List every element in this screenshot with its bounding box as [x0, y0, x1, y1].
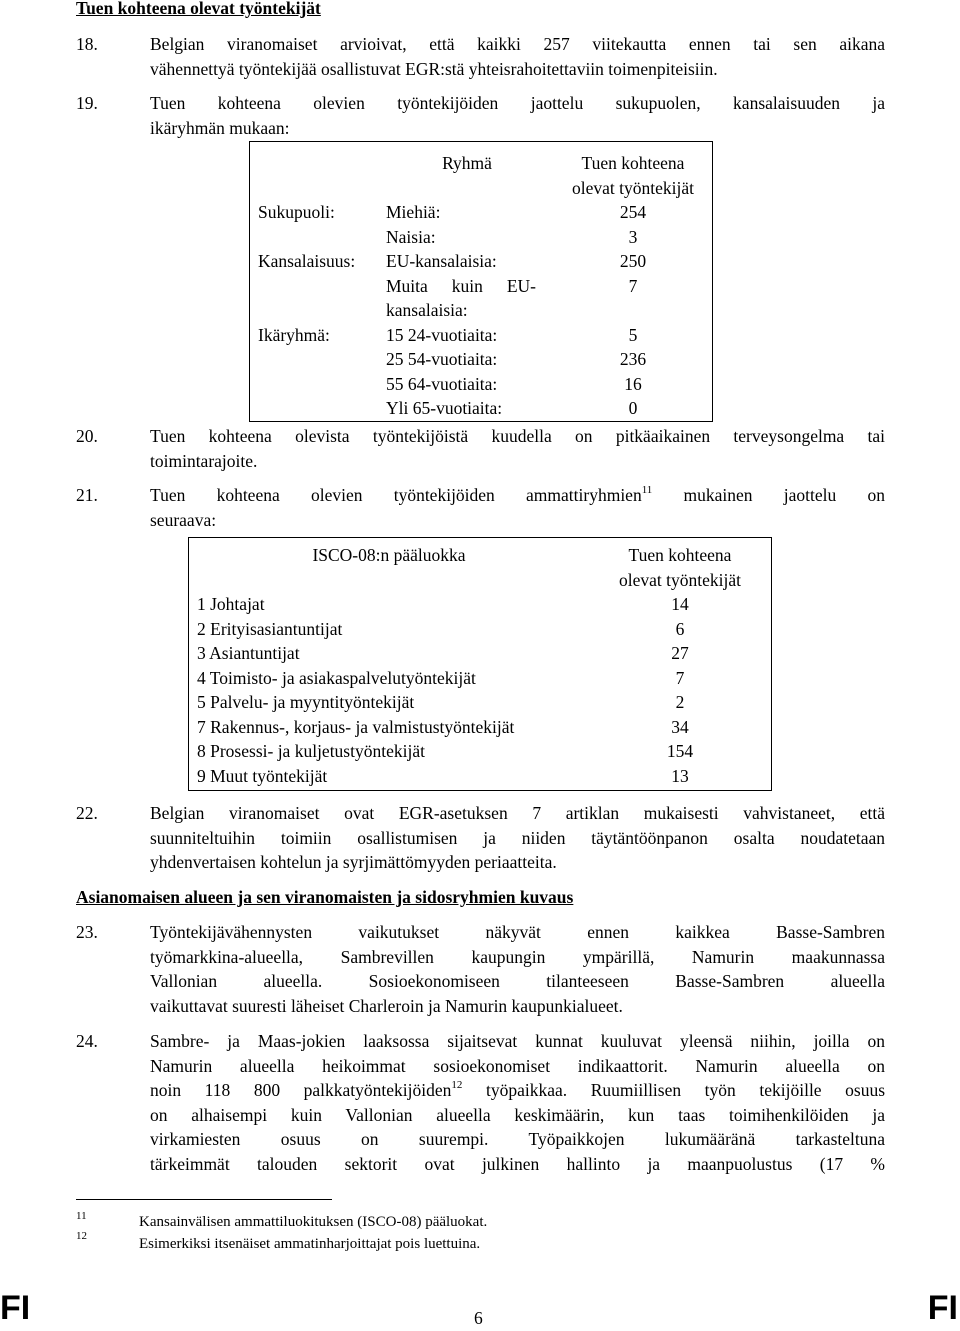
table-row [189, 715, 772, 740]
paragraph-19 [150, 91, 885, 140]
paragraph-24 [150, 1029, 885, 1176]
row-value: 16 [624, 373, 642, 394]
paragraph-19-line-2: ikäryhmän mukaan: [150, 117, 290, 138]
row-category [250, 274, 381, 323]
row-label: 5 Palvelu- ja myyntityöntekijät [197, 692, 415, 712]
row-label: 55 64-vuotiaita: [386, 373, 498, 394]
table-header-row [250, 142, 713, 201]
row-category: Kansalaisuus: [258, 251, 356, 271]
table-header-value [554, 142, 713, 201]
page-number: 6 [474, 1308, 483, 1328]
row-label: 1 Johtajat [197, 594, 265, 614]
row-label: 7 Rakennus-, korjaus- ja valmistustyöntekijät [197, 716, 515, 737]
row-label: 25 54-vuotiaita: [386, 349, 498, 369]
paragraph-22-line-3: yhdenvertaisen kohtelun ja syrjimättömyyden periaatteita. [150, 852, 557, 872]
table-row [250, 249, 713, 274]
footer-language-left: FI [0, 1289, 31, 1327]
footnote-ref-12: 12 [451, 1079, 463, 1091]
table-row [250, 225, 713, 250]
row-label: Naisia: [386, 226, 436, 247]
paragraph-number-19: 19. [76, 93, 98, 113]
table-row [189, 739, 772, 764]
paragraph-23-line-4: vaikuttavat suuresti läheiset Charleroin ja Namurin kaupunkialueet. [150, 995, 623, 1016]
row-value: 14 [671, 594, 689, 614]
paragraph-20-line-1: Tuen kohteena olevista työntekijöistä kuudella on pitkäaikainen terveysongelma tai [150, 426, 885, 446]
table-header-group: Ryhmä [442, 153, 492, 173]
table-row [189, 641, 772, 666]
row-label: 4 Toimisto- ja asiakaspalvelutyöntekijät [197, 667, 476, 688]
paragraph-19-line-1: Tuen kohteena olevien työntekijöiden jaottelu sukupuolen, kansalaisuuden ja [150, 93, 885, 113]
table-row [250, 396, 713, 421]
row-value: 7 [675, 667, 685, 688]
table-row [189, 764, 772, 791]
row-label: 15 24-vuotiaita: [386, 324, 498, 345]
row-label: 2 Erityisasiantuntijat [197, 618, 343, 639]
paragraph-number-20: 20. [76, 426, 98, 446]
row-value: 154 [666, 741, 694, 761]
row-category: Sukupuoli: [258, 202, 335, 222]
row-category [250, 225, 381, 250]
row-label: Muita kuin EU-kansalaisia: [386, 275, 536, 320]
row-value: 13 [671, 765, 689, 786]
row-category [250, 372, 381, 397]
paragraph-23 [150, 920, 885, 1018]
row-label: 3 Asiantuntijat [197, 643, 300, 663]
row-value: 0 [628, 398, 638, 418]
paragraph-24-line-6: tärkeimmät talouden sektorit ovat julkinen hallinto ja maanpuolustus (17 % [150, 1153, 885, 1174]
paragraph-number-23: 23. [76, 922, 98, 942]
paragraph-24-line-1: Sambre- ja Maas-jokien laaksossa sijaitsevat kunnat kuuluvat yleensä niihin, joilla on [150, 1031, 885, 1051]
footer-language-right: FI [927, 1289, 958, 1327]
paragraph-24-text-a: noin 118 800 palkkatyöntekijöiden [150, 1080, 452, 1100]
row-label: Miehiä: [386, 202, 441, 222]
row-category [250, 347, 381, 372]
paragraph-23-line-2: työmarkkina-alueella, Sambrevillen kaupungin ympärillä, Namurin maakunnassa [150, 946, 885, 967]
paragraph-20 [150, 424, 885, 473]
table-row [250, 323, 713, 348]
row-category [250, 396, 381, 421]
section-heading-area: Asianomaisen alueen ja sen viranomaisten ja sidosryhmien kuvaus [76, 887, 574, 907]
row-label: Yli 65-vuotiaita: [386, 398, 503, 418]
workers-by-group-table [249, 141, 713, 422]
paragraph-21-line-1 [150, 483, 885, 508]
row-value: 27 [671, 643, 689, 663]
row-value: 2 [675, 692, 685, 712]
paragraph-22-line-1: Belgian viranomaiset ovat EGR-asetuksen 7 artiklan mukaisesti vahvistaneet, että [150, 803, 885, 823]
paragraph-24-line-2: Namurin alueella heikoimmat sosioekonomiset indikaattorit. Namurin alueella on [150, 1055, 885, 1076]
row-value: 254 [619, 202, 647, 222]
paragraph-22-line-2: suunniteltuihin toimiin osallistumisen ja niiden täytäntöönpanon osalta noudatetaan [150, 827, 885, 848]
table-header-value-line-1: Tuen kohteena [581, 153, 685, 173]
row-value: 3 [628, 226, 638, 247]
table-header-value [589, 538, 772, 593]
row-category: Ikäryhmä: [258, 324, 330, 345]
paragraph-23-line-3: Vallonian alueella. Sosioekonomiseen tilanteeseen Basse-Sambren alueella [150, 971, 885, 991]
paragraph-21-line-2: seuraava: [150, 509, 217, 530]
table-row [250, 200, 713, 225]
table-header-group: ISCO-08:n pääluokka [312, 545, 466, 565]
paragraph-18-line-2: vähennettyä työntekijää osallistuvat EGR:stä yhteisrahoitettaviin toimenpiteisiin. [150, 58, 718, 79]
row-value: 236 [619, 349, 647, 369]
table-row [250, 347, 713, 372]
paragraph-number-18: 18. [76, 34, 98, 54]
footnote-separator [76, 1199, 332, 1200]
paragraph-24-line-5: virkamiesten osuus on suurempi. Työpaikkojen lukumääränä tarkasteltuna [150, 1129, 885, 1149]
footnote-ref-11: 11 [641, 484, 653, 496]
row-label: 9 Muut työntekijät [197, 765, 328, 786]
paragraph-21-text-a: Tuen kohteena olevien työntekijöiden ammattiryhmien [150, 485, 642, 505]
table-row [189, 592, 772, 617]
row-value: 34 [671, 716, 689, 737]
table-header-value-line-1: Tuen kohteena [628, 545, 732, 565]
table-header-row [189, 538, 772, 593]
paragraph-24-line-3 [150, 1078, 885, 1103]
paragraph-20-line-2: toimintarajoite. [150, 450, 258, 471]
table-header-value-line-2: olevat työntekijät [619, 569, 741, 590]
paragraph-number-24: 24. [76, 1031, 98, 1051]
paragraph-21 [150, 483, 885, 532]
row-value: 6 [675, 618, 685, 639]
footnote-text-11: Kansainvälisen ammattiluokituksen (ISCO-08) pääluokat. [139, 1214, 488, 1230]
paragraph-23-line-1: Työntekijävähennysten vaikutukset näkyvät ennen kaikkea Basse-Sambren [150, 922, 885, 942]
row-value: 7 [628, 275, 638, 296]
footnote-number-11: 11 [76, 1210, 87, 1222]
paragraph-18-line-1: Belgian viranomaiset arvioivat, että kaikki 257 viitekautta ennen tai sen aikana [150, 34, 885, 54]
table-row [250, 274, 713, 323]
table-row [189, 690, 772, 715]
paragraph-22 [150, 801, 885, 875]
table-row [189, 617, 772, 642]
paragraph-24-text-b: työpaikkaa. Ruumiillisen työn tekijöille osuus [485, 1080, 886, 1100]
row-value: 250 [619, 251, 647, 271]
paragraph-24-line-4: on alhaisempi kuin Vallonian alueella keskimäärin, kun taas toimihenkilöiden ja [150, 1104, 885, 1125]
footnote-text-12: Esimerkiksi itsenäiset ammatinharjoittajat pois luettuina. [139, 1236, 481, 1252]
paragraph-number-22: 22. [76, 803, 98, 823]
footnote-number-12: 12 [76, 1230, 87, 1242]
paragraph-21-text-b: mukainen jaottelu on [683, 485, 885, 505]
row-label: EU-kansalaisia: [386, 251, 497, 271]
section-heading-workers: Tuen kohteena olevat työntekijät [76, 0, 321, 18]
table-header-value-line-2: olevat työntekijät [572, 177, 694, 198]
paragraph-18 [150, 32, 885, 81]
table-row [189, 666, 772, 691]
paragraph-number-21: 21. [76, 485, 98, 505]
table-row [250, 372, 713, 397]
row-label: 8 Prosessi- ja kuljetustyöntekijät [197, 741, 425, 761]
occupational-groups-table [188, 537, 772, 791]
row-value: 5 [628, 324, 638, 345]
